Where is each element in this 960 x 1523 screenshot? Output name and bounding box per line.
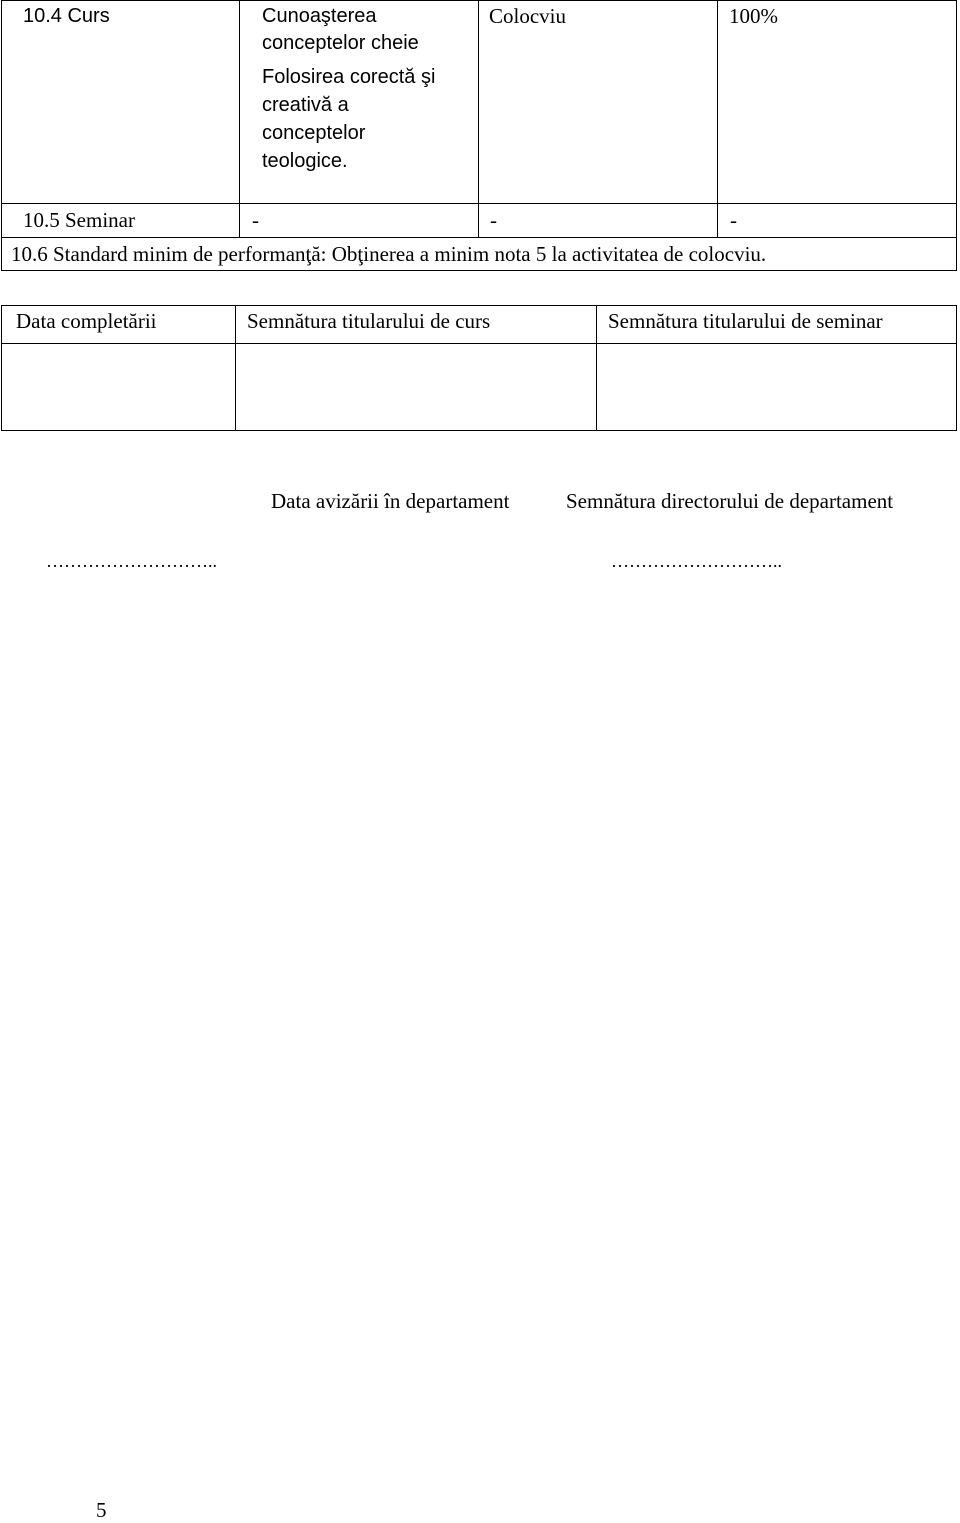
date-completed-header: Data completării — [16, 309, 157, 333]
criteria-text: teologice. — [262, 150, 348, 172]
seminar-weight: - — [730, 208, 737, 232]
criteria-text: conceptelor — [262, 122, 366, 144]
page-number: 5 — [96, 1498, 107, 1522]
seminar-holder-signature-header: Semnătura titularului de seminar — [608, 309, 883, 333]
course-holder-signature-cell — [236, 344, 596, 430]
row-label-curs: 10.4 Curs — [23, 5, 110, 27]
table-border — [478, 0, 479, 237]
department-approval-date-label: Data avizării în departament — [271, 489, 510, 513]
criteria-text: conceptelor cheie — [262, 32, 419, 54]
table-border — [956, 0, 957, 271]
row-label-seminar: 10.5 Seminar — [23, 208, 135, 232]
signature-dotted-line-right: ……………………….. — [611, 551, 782, 571]
table-border — [1, 237, 957, 238]
table-border — [1, 430, 957, 431]
table-border — [1, 305, 957, 306]
department-director-signature-label: Semnătura directorului de departament — [566, 489, 894, 513]
seminar-criteria: - — [252, 208, 259, 232]
table-border — [717, 0, 718, 237]
criteria-text: Folosirea corectă şi — [262, 66, 436, 88]
table-border — [1, 0, 957, 1]
table-border — [1, 0, 2, 271]
table-border — [1, 203, 957, 204]
course-holder-signature-header: Semnătura titularului de curs — [247, 309, 491, 333]
evaluation-table — [1, 0, 957, 271]
signature-dotted-line-left: ……………………….. — [46, 551, 217, 571]
criteria-text: Cunoaşterea — [262, 5, 377, 27]
criteria-text: creativă a — [262, 94, 349, 116]
performance-standard: 10.6 Standard minim de performanţă: Obţinerea a minim nota 5 la activitatea de colocviu. — [11, 242, 767, 266]
table-border — [1, 270, 957, 271]
evaluation-weight: 100% — [729, 4, 778, 28]
signature-table — [1, 305, 957, 431]
date-completed-cell — [2, 344, 235, 430]
evaluation-method: Colocviu — [489, 4, 566, 28]
seminar-method: - — [490, 208, 497, 232]
seminar-holder-signature-cell — [597, 344, 956, 430]
table-border — [239, 0, 240, 237]
table-border — [956, 305, 957, 431]
